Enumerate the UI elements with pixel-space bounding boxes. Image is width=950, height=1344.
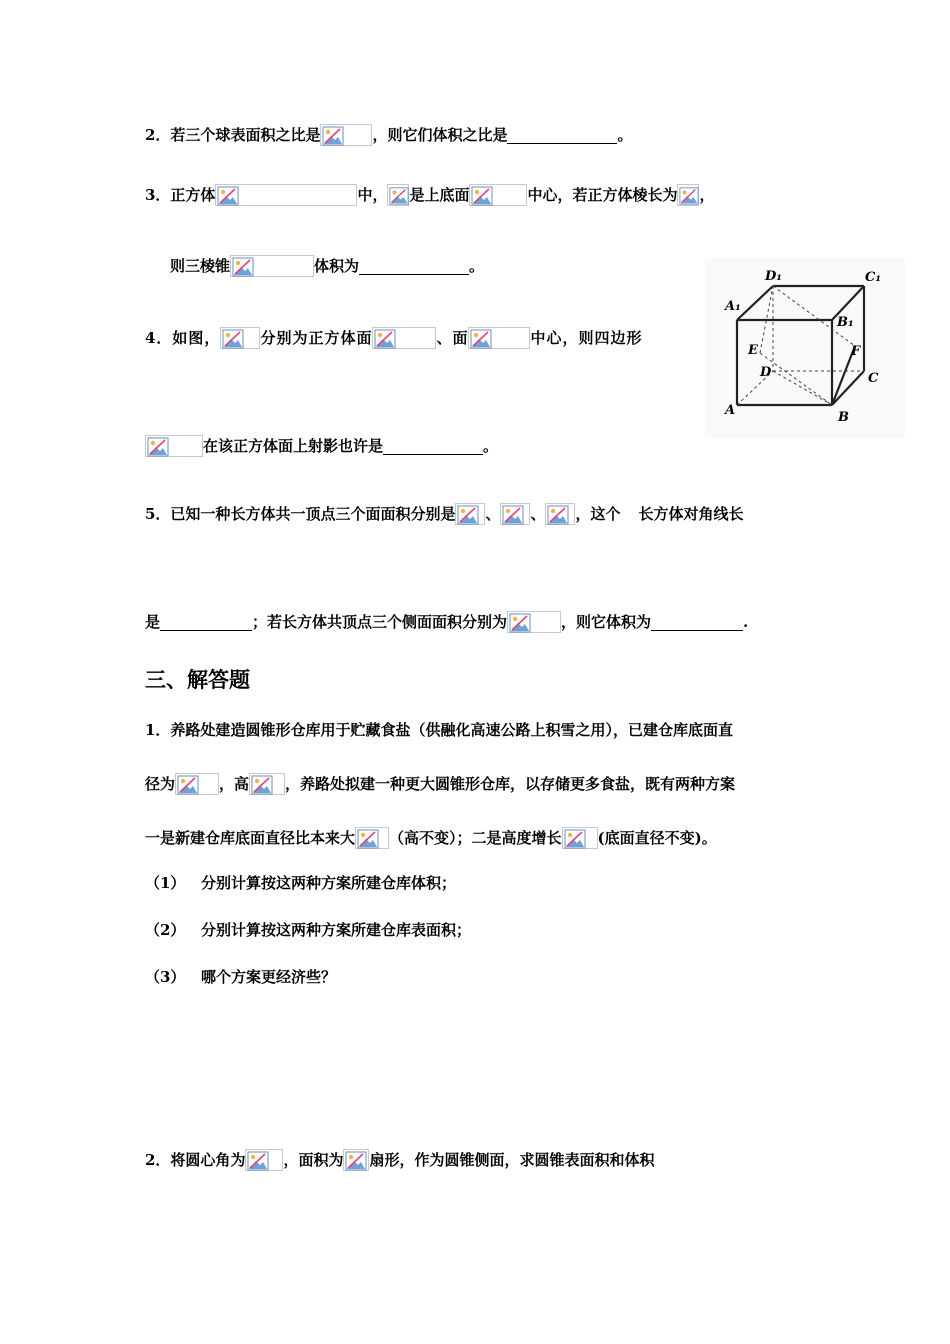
q5-text: 、 <box>530 505 546 523</box>
q2-text: 2．若三个球表面积之比是 <box>145 126 321 144</box>
vertex-label: E <box>748 343 758 358</box>
subquestion-text: 分别计算按这两种方案所建仓库体积； <box>201 874 457 892</box>
q5-text: 是 <box>145 613 161 631</box>
p1-text: 1．养路处建造圆锥形仓库用于贮藏食盐（供融化高速公路上积雪之用），已建仓库底面直 <box>145 721 733 739</box>
p2-text: ，面积为 <box>283 1151 344 1169</box>
q3-text: 3．正方体 <box>145 186 216 204</box>
vertex-label: B <box>838 410 849 425</box>
formula-image <box>468 327 530 349</box>
q2-text: ，则它们体积之比是 <box>372 126 508 144</box>
vertex-label: D <box>760 365 772 380</box>
formula-image <box>215 184 357 206</box>
vertex-label: A <box>725 403 736 418</box>
p1-text: 一是新建仓库底面直径比本来大 <box>145 829 356 847</box>
question-4 <box>145 326 642 350</box>
q5-text: . <box>743 613 749 631</box>
subquestion-1 <box>145 871 456 895</box>
formula-image <box>500 503 530 525</box>
question-2 <box>145 123 632 147</box>
p1-text: 径为 <box>145 775 176 793</box>
subquestion-number: （3） <box>145 968 186 986</box>
question-4-cont <box>145 434 498 458</box>
question-3-cont <box>170 254 484 278</box>
problem-1-line2 <box>145 772 735 796</box>
section-heading: 三、解答题 <box>145 667 250 692</box>
p1-text: （高不变）；二是高度增长 <box>389 829 562 847</box>
question-5 <box>145 502 744 526</box>
q4-text: 中心，则四边形 <box>530 329 643 347</box>
q4-text: 4．如图， <box>145 329 221 347</box>
p1-text: (底面直径不变)。 <box>597 829 717 847</box>
q3-text: 中， <box>357 186 388 204</box>
formula-image <box>220 327 260 349</box>
problem-2 <box>145 1148 654 1172</box>
q4-text: 在该正方体面上射影也许是 <box>203 437 384 455</box>
cube-figure <box>705 258 905 438</box>
q3-text: ， <box>699 186 715 204</box>
q5-text: 长方体对角线长 <box>638 505 744 523</box>
formula-image <box>455 503 485 525</box>
formula-image <box>372 327 436 349</box>
subquestion-2 <box>145 918 471 942</box>
subquestion-3 <box>145 965 336 989</box>
q4-text: 、面 <box>436 329 469 347</box>
formula-image <box>175 773 219 795</box>
q2-text: 。 <box>617 126 633 144</box>
subquestion-number: （2） <box>145 921 186 939</box>
question-3 <box>145 183 715 207</box>
q3-text: 中心，若正方体棱长为 <box>527 186 678 204</box>
p1-text: ，养路处拟建一种更大圆锥形仓库，以存储更多食盐，既有两种方案 <box>285 775 736 793</box>
vertex-label: C <box>868 371 879 386</box>
vertex-label: B₁ <box>837 315 854 330</box>
formula-image <box>562 827 598 849</box>
formula-image <box>249 773 285 795</box>
q5-text: ，则它体积为 <box>561 613 652 631</box>
vertex-label: D₁ <box>765 269 782 284</box>
answer-blank[interactable] <box>507 127 617 144</box>
q4-text: 。 <box>483 437 499 455</box>
p2-text: 扇形，作为圆锥侧面，求圆锥表面积和体积 <box>369 1151 655 1169</box>
formula-image <box>343 1149 369 1171</box>
q5-text: 5．已知一种长方体共一顶点三个面面积分别是 <box>145 505 456 523</box>
vertex-label: C₁ <box>865 270 882 285</box>
formula-image <box>355 827 389 849</box>
problem-1-line3 <box>145 826 717 850</box>
q3-text: 体积为 <box>314 257 360 275</box>
q5-text: ，这个 <box>575 505 621 523</box>
q3-text: 则三棱锥 <box>170 257 231 275</box>
subquestion-number: （1） <box>145 874 186 892</box>
subquestion-text: 分别计算按这两种方案所建仓库表面积； <box>201 921 472 939</box>
answer-blank[interactable] <box>383 438 483 455</box>
formula-image <box>230 255 314 277</box>
formula-image <box>545 503 575 525</box>
formula-image <box>507 611 561 633</box>
q3-text: 。 <box>469 257 485 275</box>
question-5-cont <box>145 610 748 634</box>
q5-text: ；若长方体共顶点三个侧面面积分别为 <box>252 613 508 631</box>
formula-image <box>145 435 203 457</box>
answer-blank[interactable] <box>359 258 469 275</box>
formula-image <box>245 1149 283 1171</box>
subquestion-text: 哪个方案更经济些？ <box>201 968 337 986</box>
q3-text: 是上底面 <box>409 186 470 204</box>
problem-1 <box>145 718 733 742</box>
answer-blank[interactable] <box>160 614 252 631</box>
formula-image <box>320 124 372 146</box>
answer-blank[interactable] <box>651 614 743 631</box>
formula-image <box>677 184 699 206</box>
vertex-label: A₁ <box>725 299 741 314</box>
formula-image <box>387 184 409 206</box>
p1-text: ，高 <box>219 775 250 793</box>
vertex-label: F <box>851 344 861 359</box>
formula-image <box>469 184 527 206</box>
p2-text: 2．将圆心角为 <box>145 1151 246 1169</box>
q4-text: 分别为正方体面 <box>260 329 373 347</box>
q5-text: 、 <box>485 505 501 523</box>
